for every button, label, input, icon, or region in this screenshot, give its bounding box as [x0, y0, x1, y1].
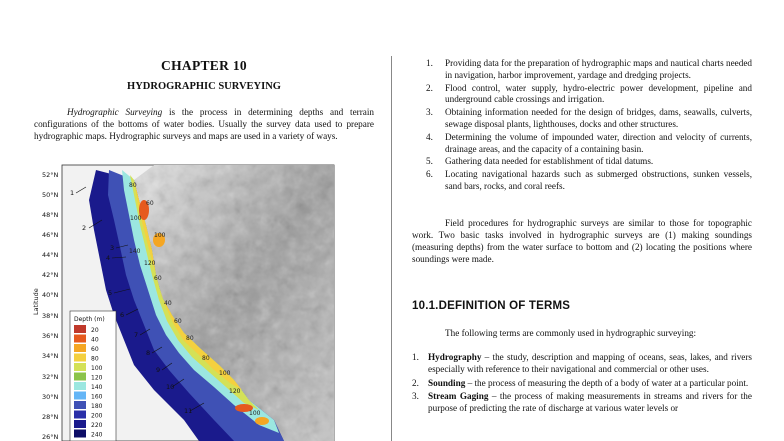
contour-label: 100: [130, 215, 142, 222]
contour-label: 80: [186, 335, 194, 342]
lat-label: 28°N: [42, 413, 59, 421]
site-number: 6: [120, 311, 125, 319]
legend-swatch: [74, 344, 86, 352]
definition-term: Stream Gaging: [428, 391, 489, 402]
intro-paragraph: [34, 106, 374, 142]
list-item: [412, 83, 752, 107]
column-divider: [391, 56, 392, 441]
contour-label: 140: [129, 248, 141, 255]
legend-value: 80: [91, 355, 99, 363]
list-item: [412, 107, 752, 131]
lat-label: 48°N: [42, 211, 59, 219]
legend-value: 200: [91, 412, 103, 420]
contour-label: 100: [154, 232, 166, 239]
list-number: 2.: [426, 82, 433, 93]
chapter-title: CHAPTER 10: [161, 58, 247, 73]
legend-swatch: [74, 373, 86, 381]
definition-text: – the process of making measurements in streams and rivers for the purpose of predicting the rate of discharge at various water levels or: [428, 391, 752, 414]
definitions-list: [412, 352, 752, 417]
site-number: 11: [184, 407, 193, 415]
legend-swatch: [74, 363, 86, 371]
definition-text: – the study, description and mapping of oceans, seas, lakes, and rivers especially with reference to their navigational and commercial or other uses.: [428, 352, 752, 374]
site-number: 1: [70, 189, 75, 197]
legend-value: 180: [91, 403, 103, 410]
lat-label: 40°N: [42, 291, 59, 299]
legend-value: 240: [91, 431, 103, 439]
legend-swatch: [74, 411, 86, 419]
lat-label: 46°N: [42, 231, 59, 239]
legend-value: 160: [91, 393, 103, 401]
site-number: 8: [146, 349, 151, 357]
lat-label: 52°N: [42, 171, 59, 179]
lat-label: 50°N: [42, 191, 59, 199]
legend-swatch: [74, 392, 86, 400]
definition-number: 1.: [412, 352, 419, 362]
legend-value: 140: [91, 384, 103, 391]
list-number: 6.: [426, 169, 433, 180]
terms-intro: The following terms are commonly used in hydrographic surveying:: [445, 328, 697, 338]
legend-swatch: [74, 401, 86, 409]
contour-label: 100: [219, 370, 231, 377]
y-axis-label: Latitude: [32, 288, 40, 315]
list-text: Locating navigational hazards such as submerged obstructions, sunken vessels, sand bars, rocks, and coral reefs.: [445, 169, 752, 191]
lat-label: 26°N: [42, 433, 59, 441]
legend-value: 120: [91, 374, 103, 382]
definition-item: [412, 391, 752, 415]
lat-label: 30°N: [42, 393, 59, 401]
list-item: [412, 58, 752, 82]
site-number: 4: [106, 254, 111, 262]
list-text: Flood control, water supply, hydro-electric power development, pipeline and underground cable crossings and irrigation.: [445, 82, 752, 105]
definition-number: 3.: [412, 391, 419, 402]
site-number: 3: [110, 244, 115, 252]
list-number: 4.: [426, 131, 433, 142]
uses-list: [412, 58, 752, 194]
contour-label: 80: [129, 182, 137, 189]
lat-label: 42°N: [42, 271, 59, 279]
definition-term: Hydrography: [428, 352, 482, 362]
list-item: [412, 132, 752, 156]
legend-swatch: [74, 325, 86, 333]
contour-label: 120: [144, 260, 156, 267]
intro-text: is the process in determining depths and terrain configurations of the bottoms of water bodies. Usually the survey data used to prepare hydrographic maps. Hydrographic surveys and maps are used in a variety of ways.: [34, 107, 374, 141]
list-text: Determining the volume of impounded water, direction and velocity of currents, drainage areas, and the capacity of a containing basin.: [445, 131, 752, 154]
legend-swatch: [74, 382, 86, 390]
legend-value: 60: [91, 346, 99, 353]
lat-label: 36°N: [42, 332, 59, 340]
site-number: 5: [108, 289, 113, 297]
lat-label: 38°N: [42, 312, 59, 320]
definition-item: [412, 352, 752, 376]
definition-item: [412, 378, 752, 390]
list-item: [412, 169, 752, 193]
lat-label: 34°N: [42, 352, 59, 360]
shallow-patch: [255, 417, 269, 425]
legend-swatch: [74, 430, 86, 438]
lat-label: 32°N: [42, 373, 59, 381]
legend-value: 20: [91, 327, 99, 334]
intro-term: Hydrographic Surveying: [67, 107, 163, 117]
legend-swatch: [74, 354, 86, 362]
legend-value: 100: [91, 365, 103, 372]
definition-term: Sounding: [428, 377, 466, 388]
list-number: 1.: [426, 58, 433, 68]
contour-label: 60: [146, 200, 154, 207]
contour-label: 120: [229, 388, 241, 395]
lat-label: 44°N: [42, 251, 59, 259]
contour-label: 40: [164, 300, 172, 307]
contour-label: 80: [202, 355, 210, 362]
list-number: 3.: [426, 107, 433, 118]
field-procedures-paragraph: Field procedures for hydrographic surveys are similar to those for topographic work. Two basic tasks involved in hydrographic surveys are (1) making soundings (measuring depths) from the water surface to bottom and (2) locating the positions where soundings were made.: [412, 218, 752, 264]
legend-swatch: [74, 335, 86, 343]
contour-label: 60: [154, 275, 162, 282]
chapter-subtitle: HYDROGRAPHIC SURVEYING: [127, 81, 281, 92]
site-number: 2: [82, 224, 87, 232]
site-number: 10: [166, 383, 175, 391]
site-number: 7: [134, 331, 139, 339]
site-number: 9: [156, 366, 161, 374]
legend-swatch: [74, 420, 86, 428]
list-item: [412, 156, 752, 168]
definition-number: 2.: [412, 377, 419, 388]
list-text: Obtaining information needed for the design of bridges, dams, seawalls, culverts, sewage disposal plants, lighthouses, docks and other structures.: [445, 107, 752, 129]
depth-legend: [70, 311, 116, 441]
legend-value: 40: [91, 336, 99, 344]
contour-label: 60: [174, 318, 182, 325]
section-heading: 10.1.DEFINITION OF TERMS: [412, 300, 571, 312]
definition-text: – the process of measuring the depth of a body of water at a particular point.: [465, 377, 749, 388]
legend-title: Depth (m): [74, 316, 105, 323]
list-text: Providing data for the preparation of hydrographic maps and nautical charts needed in navigation, harbor improvement, yardage and dredging projects.: [445, 58, 752, 80]
legend-value: 220: [91, 422, 103, 429]
depth-map-figure: [34, 165, 334, 441]
list-text: Gathering data needed for establishment of tidal datums.: [445, 156, 654, 167]
list-number: 5.: [426, 156, 433, 167]
contour-label: 100: [249, 410, 261, 417]
